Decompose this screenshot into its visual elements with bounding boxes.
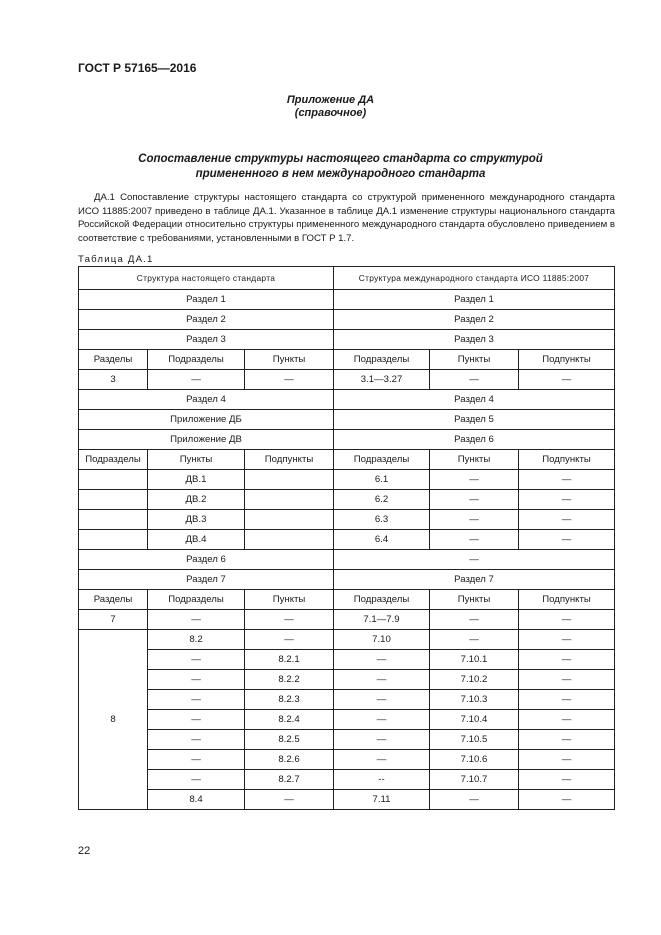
table-cell: — xyxy=(519,650,615,670)
table-cell: 7.10.4 xyxy=(430,710,519,730)
table-cell: — xyxy=(148,670,245,690)
table-cell xyxy=(79,530,148,550)
table-cell: Раздел 5 xyxy=(334,410,615,430)
table-row xyxy=(79,730,615,750)
table-cell: Разделы xyxy=(79,350,148,370)
table-cell: 7.10.3 xyxy=(430,690,519,710)
table-row xyxy=(79,510,615,530)
table-cell: — xyxy=(148,710,245,730)
table-row xyxy=(79,670,615,690)
table-row xyxy=(79,330,615,350)
table-cell: 8.2.7 xyxy=(245,770,334,790)
table-row xyxy=(79,690,615,710)
table-cell: Пункты xyxy=(430,590,519,610)
table-cell: 8.2.1 xyxy=(245,650,334,670)
table-cell xyxy=(79,470,148,490)
table-row xyxy=(79,490,615,510)
table-cell: Пункты xyxy=(245,590,334,610)
table-cell: Разделы xyxy=(79,590,148,610)
table-cell: Подразделы xyxy=(334,590,430,610)
table-cell: 8.2.4 xyxy=(245,710,334,730)
table-cell: 8.2.2 xyxy=(245,670,334,690)
table-cell: 7.10.1 xyxy=(430,650,519,670)
table-cell: Приложение ДВ xyxy=(79,430,334,450)
table-cell: Раздел 4 xyxy=(79,390,334,410)
table-cell: Подпункты xyxy=(519,450,615,470)
table-cell xyxy=(245,530,334,550)
table-cell: 7.10.2 xyxy=(430,670,519,690)
table-cell: — xyxy=(245,610,334,630)
table-cell: Раздел 2 xyxy=(79,310,334,330)
table-row xyxy=(79,310,615,330)
table-cell: — xyxy=(334,690,430,710)
table-cell: 7.1—7.9 xyxy=(334,610,430,630)
table-cell: Подпункты xyxy=(245,450,334,470)
table-row xyxy=(79,530,615,550)
table-cell: — xyxy=(148,750,245,770)
table-cell: Пункты xyxy=(430,350,519,370)
table-row xyxy=(79,390,615,410)
table-cell: 8.2.6 xyxy=(245,750,334,770)
table-row xyxy=(79,290,615,310)
table-subheader-row xyxy=(79,590,615,610)
table-cell: — xyxy=(519,370,615,390)
table-cell: — xyxy=(519,730,615,750)
table-row xyxy=(79,630,615,650)
table-cell: — xyxy=(334,550,615,570)
table-cell xyxy=(79,490,148,510)
table-cell: — xyxy=(245,370,334,390)
table-cell xyxy=(245,490,334,510)
table-cell: 6.4 xyxy=(334,530,430,550)
table-cell: Раздел 2 xyxy=(334,310,615,330)
table-cell: Раздел 7 xyxy=(334,570,615,590)
table-cell: Пункты xyxy=(148,450,245,470)
column-header-national: Структура настоящего стандарта xyxy=(79,267,334,290)
table-cell: 7.10.7 xyxy=(430,770,519,790)
table-cell: 8.2.3 xyxy=(245,690,334,710)
table-subheader-row xyxy=(79,450,615,470)
table-cell: — xyxy=(519,490,615,510)
table-cell: Пункты xyxy=(430,450,519,470)
table-cell: — xyxy=(334,710,430,730)
table-row xyxy=(79,410,615,430)
appendix-subtitle: (справочное) xyxy=(294,107,367,119)
table-cell: Раздел 4 xyxy=(334,390,615,410)
table-cell: — xyxy=(245,630,334,650)
section-heading xyxy=(78,152,603,182)
table-cell: — xyxy=(148,690,245,710)
table-row xyxy=(79,430,615,450)
table-row xyxy=(79,610,615,630)
column-header-international: Структура международного стандарта ИСО 11885:2007 xyxy=(334,267,615,290)
table-cell: — xyxy=(148,370,245,390)
table-header-row xyxy=(79,267,615,290)
table-cell: Раздел 3 xyxy=(334,330,615,350)
table-cell: — xyxy=(148,770,245,790)
table-cell: — xyxy=(519,690,615,710)
table-cell: — xyxy=(245,790,334,810)
table-cell: 7.11 xyxy=(334,790,430,810)
table-cell: 8.2.5 xyxy=(245,730,334,750)
table-cell: ДВ.2 xyxy=(148,490,245,510)
table-row xyxy=(79,370,615,390)
table-row xyxy=(79,550,615,570)
table-row xyxy=(79,750,615,770)
table-cell: Подпункты xyxy=(519,350,615,370)
table-cell: — xyxy=(430,470,519,490)
table-cell: — xyxy=(519,510,615,530)
table-row xyxy=(79,770,615,790)
table-cell: Подразделы xyxy=(79,450,148,470)
page-number: 22 xyxy=(78,845,91,857)
table-cell: 6.2 xyxy=(334,490,430,510)
table-cell: — xyxy=(430,630,519,650)
appendix-title: Приложение ДА xyxy=(286,94,375,106)
table-cell: Раздел 6 xyxy=(79,550,334,570)
table-cell: 6.3 xyxy=(334,510,430,530)
table-cell: 8.2 xyxy=(148,630,245,650)
table-cell: 3 xyxy=(79,370,148,390)
heading-line-1: Сопоставление структуры настоящего стандарта со структурой xyxy=(138,153,543,165)
table-row xyxy=(79,470,615,490)
table-row xyxy=(79,570,615,590)
table-cell: 7.10.6 xyxy=(430,750,519,770)
table-cell: ДВ.3 xyxy=(148,510,245,530)
table-cell: ДВ.1 xyxy=(148,470,245,490)
table-cell: 7 xyxy=(79,610,148,630)
table-row xyxy=(79,710,615,730)
table-cell: — xyxy=(148,610,245,630)
table-cell: Раздел 3 xyxy=(79,330,334,350)
table-cell: — xyxy=(148,730,245,750)
table-cell: Раздел 6 xyxy=(334,430,615,450)
table-cell: Раздел 7 xyxy=(79,570,334,590)
heading-line-2: примененного в нем международного стандарта xyxy=(195,168,486,180)
table-cell: 3.1—3.27 xyxy=(334,370,430,390)
table-cell xyxy=(79,510,148,530)
table-cell: ДВ.4 xyxy=(148,530,245,550)
table-cell: 7.10 xyxy=(334,630,430,650)
table-cell: Приложение ДБ xyxy=(79,410,334,430)
table-cell: — xyxy=(148,650,245,670)
comparison-table xyxy=(78,266,615,810)
table-cell: — xyxy=(519,710,615,730)
table-cell xyxy=(245,470,334,490)
table-cell: Подразделы xyxy=(334,450,430,470)
intro-paragraph: ДА.1 Сопоставление структуры настоящего стандарта со структурой примененного международного стандарта ИСО 11885:2007 приведено в таблице ДА.1. Указанное в таблице ДА.1 изменение структуры национального стандарта Российской Федерации относительно структуры примененного международного стандарта обусловлено приведением в соответствие с требованиями, установленными в ГОСТ Р 1.7. xyxy=(78,192,615,244)
table-cell: — xyxy=(430,490,519,510)
table-cell: — xyxy=(519,610,615,630)
table-cell xyxy=(245,510,334,530)
table-cell: — xyxy=(519,750,615,770)
table-cell: Пункты xyxy=(245,350,334,370)
table-cell: 7.10.5 xyxy=(430,730,519,750)
table-cell: Подразделы xyxy=(334,350,430,370)
table-caption: Таблица ДА.1 xyxy=(78,254,154,265)
table-cell: — xyxy=(519,790,615,810)
table-subheader-row xyxy=(79,350,615,370)
section-8-cell: 8 xyxy=(79,630,148,810)
table-cell: Раздел 1 xyxy=(334,290,615,310)
table-cell: — xyxy=(430,510,519,530)
table-cell: -- xyxy=(334,770,430,790)
table-cell: — xyxy=(334,730,430,750)
table-cell: Подразделы xyxy=(148,350,245,370)
table-cell: — xyxy=(519,770,615,790)
table-row xyxy=(79,790,615,810)
table-cell: — xyxy=(334,670,430,690)
table-cell: — xyxy=(334,650,430,670)
table-cell: — xyxy=(430,610,519,630)
table-cell: Подразделы xyxy=(148,590,245,610)
table-cell: — xyxy=(430,370,519,390)
document-code: ГОСТ Р 57165—2016 xyxy=(78,61,197,75)
table-row xyxy=(79,650,615,670)
table-cell: — xyxy=(519,630,615,650)
table-cell: — xyxy=(519,470,615,490)
table-cell: — xyxy=(430,530,519,550)
table-cell: — xyxy=(519,530,615,550)
table-cell: — xyxy=(519,670,615,690)
table-cell: — xyxy=(430,790,519,810)
table-cell: Подпункты xyxy=(519,590,615,610)
table-cell: Раздел 1 xyxy=(79,290,334,310)
table-cell: — xyxy=(334,750,430,770)
table-cell: 8.4 xyxy=(148,790,245,810)
table-cell: 6.1 xyxy=(334,470,430,490)
